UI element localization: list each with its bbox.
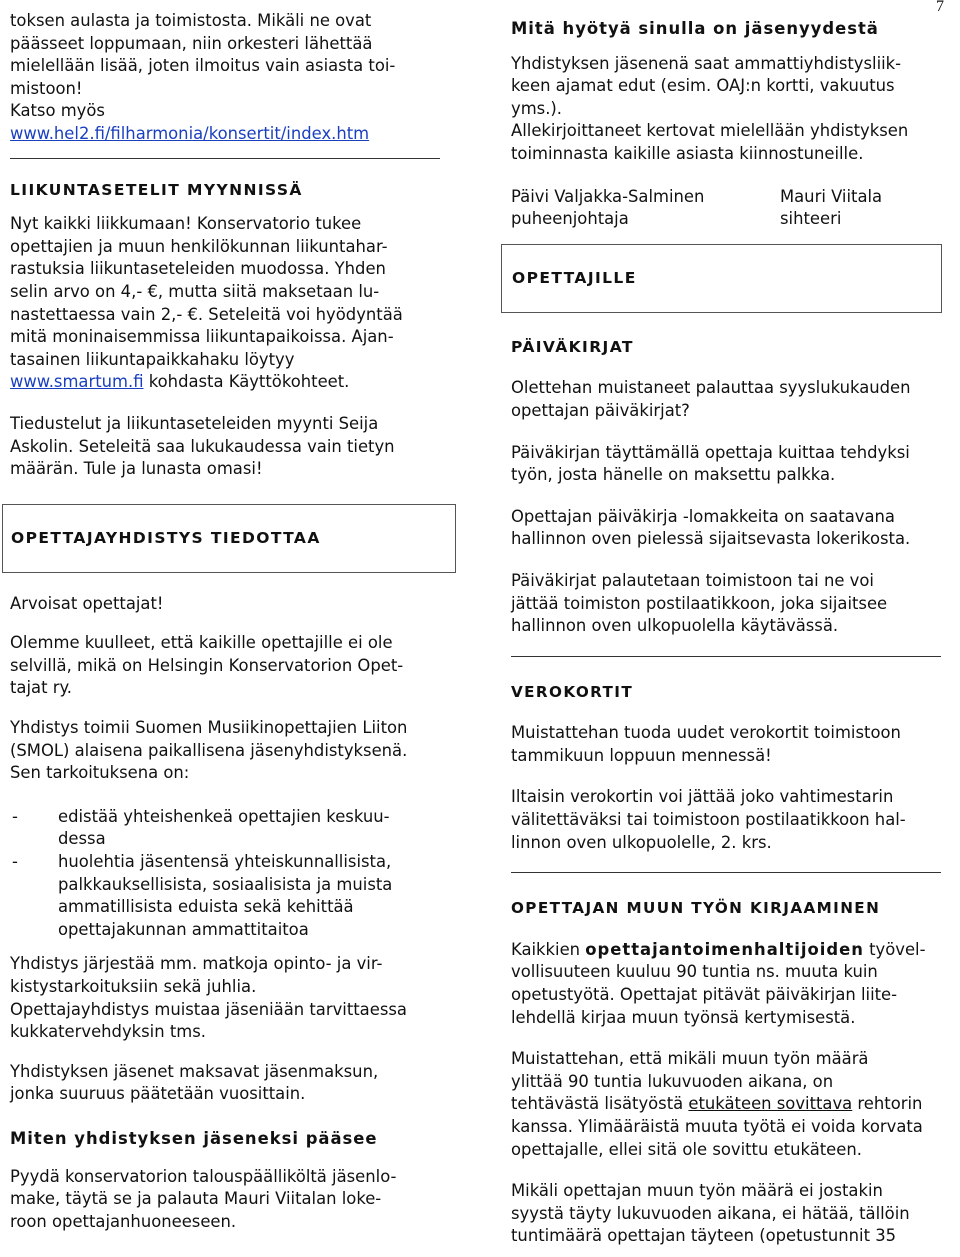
paivakirjat-heading: PÄIVÄKIRJAT — [511, 337, 634, 356]
text-line: toksen aulasta ja toimistosta. Mikäli ne ovat — [10, 11, 372, 30]
text-line: Sen tarkoituksena on: — [10, 763, 190, 783]
kaikkien-paragraph — [511, 939, 948, 1029]
text-line: tasainen liikuntapaikkahaku löytyy — [10, 349, 295, 369]
text-line: Yhdistyksen jäsenenä saat ammattiyhdistysliik- — [511, 53, 902, 73]
text-line: Olemme kuulleet, että kaikille opettajille ei ole — [10, 633, 393, 653]
tiedottaa-heading: OPETTAJAYHDISTYS TIEDOTTAA — [11, 528, 321, 547]
text-line: työn, josta hänelle on maksettu palkka. — [511, 465, 836, 485]
text-line: rastuksia liikuntaseteleiden muodossa. Yhden — [10, 259, 386, 279]
text-line: mielellään lisää, joten ilmoitus vain asiasta toi- — [10, 56, 396, 76]
signer-chair — [511, 186, 780, 231]
text-line: Yhdistyksen jäsenet maksavat jäsenmaksun, — [10, 1061, 379, 1081]
text-line: toiminnasta kaikille asiasta kiinnostuneille. — [511, 143, 864, 163]
text-fragment: rehtorin — [852, 1094, 923, 1114]
muun-tyon-heading: OPETTAJAN MUUN TYÖN KIRJAAMINEN — [511, 899, 881, 918]
text-line: kukkatervehdyksin tms. — [10, 1022, 206, 1042]
text-line: Yhdistys järjestää mm. matkoja opinto- ja vir- — [10, 954, 383, 974]
text-fragment: työvel- — [863, 939, 926, 959]
text-line: Olettehan muistaneet palauttaa syyslukukauden — [511, 378, 911, 398]
text-fragment: kohdasta Käyttökohteet. — [143, 372, 350, 392]
text-line: mistoon! — [10, 78, 83, 98]
page-number: 7 — [936, 0, 944, 15]
text-line: Muistattehan tuoda uudet verokortit toimistoon — [511, 723, 901, 743]
signer-name: Päivi Valjakka-Salminen — [511, 186, 705, 206]
text-line: kanssa. Ylimääräistä muuta työtä ei voida korvata — [511, 1117, 923, 1136]
opettajille-box — [501, 244, 942, 313]
text-line: edistää yhteishenkeä opettajien keskuu- — [58, 806, 390, 826]
intro-paragraph — [10, 10, 460, 146]
text-line: lehdellä kirjaa muun työnsä kertymisestä. — [511, 1007, 856, 1027]
tiedottaa-box — [2, 504, 456, 573]
purpose-list — [10, 806, 460, 942]
muistattehan-paragraph — [511, 1048, 948, 1161]
text-line: opettajien ja muun henkilökunnan liikuntahar- — [10, 236, 388, 256]
hyoty-heading: Mitä hyötyä sinulla on jäsenyydestä — [511, 19, 879, 38]
text-line: opettajalle, ellei sitä ole sovittu etukäteen. — [511, 1139, 862, 1159]
filharmonia-link[interactable]: www.hel2.fi/filharmonia/konsertit/index.htm — [10, 123, 370, 143]
jasenmaksu-paragraph — [10, 1061, 460, 1106]
text-line: hallinnon oven ulkopuolella käytävässä. — [511, 616, 839, 636]
signer-secretary — [780, 186, 882, 231]
text-line: dessa — [58, 829, 106, 849]
mikali-paragraph — [511, 1180, 948, 1248]
text-line: jonka suuruus päätetään vuosittain. — [10, 1084, 306, 1104]
text-line: (SMOL) alaisena paikallisena jäsenyhdistyksenä. — [10, 740, 408, 760]
text-line: linnon oven ulkopuolelle, 2. krs. — [511, 832, 772, 852]
dash-marker: - — [12, 806, 18, 826]
verokortit-p2 — [511, 786, 948, 854]
bold-term: opettajantoimenhaltijoiden — [585, 939, 864, 959]
paivakirjat-p3 — [511, 506, 948, 551]
signatures — [511, 186, 948, 231]
list-item — [10, 806, 460, 851]
text-line: opettajan päiväkirjat? — [511, 400, 690, 420]
signer-name: Mauri Viitala — [780, 186, 883, 206]
text-line: jättää toimiston postilaatikkoon, joka sijaitsee — [511, 593, 888, 613]
text-line: tajat ry. — [10, 678, 73, 698]
text-line: Iltaisin verokortin voi jättää joko vahtimestarin — [511, 787, 894, 807]
text-line: roon opettajanhuoneeseen. — [10, 1211, 237, 1231]
text-line: Katso myös — [10, 101, 105, 121]
divider — [10, 158, 440, 159]
text-line: hallinnon oven pielessä sijaitsevasta lokerikosta. — [511, 529, 911, 549]
text-line: Opettajayhdistys muistaa jäseniään tarvittaessa — [10, 999, 407, 1019]
text-line: keen ajamat edut (esim. OAJ:n kortti, vakuutus — [511, 76, 895, 96]
text-line: huolehtia jäsentensä yhteiskunnallisista, — [58, 852, 392, 872]
text-line: yms.). — [511, 98, 563, 118]
right-column — [511, 10, 948, 1248]
text-line: Allekirjoittaneet kertovat mielellään yhdistyksen — [511, 121, 909, 141]
verokortit-p1 — [511, 722, 948, 767]
text-line: päässeet loppumaan, niin orkesteri lähettää — [10, 33, 373, 53]
text-line: määrän. Tule ja lunasta omasi! — [10, 459, 263, 479]
greeting: Arvoisat opettajat! — [10, 593, 164, 613]
jarjestaa-paragraph — [10, 953, 460, 1043]
divider — [511, 656, 941, 657]
text-line: palkkauksellisista, sosiaalisista ja muista — [58, 874, 393, 894]
paivakirjat-p1 — [511, 377, 948, 422]
text-line: Tiedustelut ja liikuntaseteleiden myynti Seija — [10, 413, 379, 433]
text-line: Päiväkirjat palautetaan toimistoon tai ne voi — [511, 570, 874, 590]
smartum-link[interactable]: www.smartum.fi — [10, 372, 144, 392]
text-line: Opettajan päiväkirja -lomakkeita on saatavana — [511, 506, 895, 526]
text-line: Mikäli opettajan muun työn määrä ei jostakin — [511, 1181, 883, 1201]
text-line: syystä täyty lukuvuoden aikana, ei hätää, tällöin — [511, 1203, 910, 1223]
text-line — [511, 939, 948, 962]
text-line: ylittää 90 tuntia lukuvuoden aikana, on — [511, 1071, 834, 1091]
text-line: opettajakunnan ammattitaitoa — [58, 919, 309, 939]
yhdistys-paragraph — [10, 717, 460, 785]
text-line: kistystarkoituksiin sekä juhlia. — [10, 977, 257, 996]
text-line: Päiväkirjan täyttämällä opettaja kuittaa tehdyksi — [511, 442, 910, 462]
paivakirjat-p4 — [511, 570, 948, 638]
text-line: Pyydä konservatorion talouspäälliköltä jäsenlo- — [10, 1166, 397, 1186]
left-column — [10, 10, 460, 1233]
pyyda-paragraph — [10, 1166, 460, 1234]
text-line: vollisuuteen kuuluu 90 tuntia ns. muuta kuin — [511, 962, 878, 982]
olemme-paragraph — [10, 632, 460, 700]
text-line: selvillä, mikä on Helsingin Konservatorion Opet- — [10, 655, 404, 675]
text-line: selin arvo on 4,- €, mutta siitä maksetaan lu- — [10, 281, 380, 301]
opettajille-heading: OPETTAJILLE — [512, 268, 637, 287]
text-line: nastettaessa vain 2,- €. Seteleitä voi hyödyntää — [10, 304, 403, 324]
text-line: tammikuun loppuun mennessä! — [511, 745, 772, 765]
text-line: mitä moninaisemmissa liikuntapaikoissa. Ajan- — [10, 327, 394, 347]
paivakirjat-p2 — [511, 442, 948, 487]
text-fragment: tehtävästä lisätyöstä — [511, 1094, 689, 1114]
text-line — [511, 1093, 948, 1116]
text-line: Yhdistys toimii Suomen Musiikinopettajien Liiton — [10, 718, 408, 738]
hyoty-paragraph — [511, 53, 948, 166]
text-line: Muistattehan, että mikäli muun työn määrä — [511, 1049, 869, 1069]
divider — [511, 872, 941, 873]
list-item — [10, 851, 460, 941]
signer-role: sihteeri — [780, 209, 842, 229]
dash-marker: - — [12, 852, 18, 872]
signer-role: puheenjohtaja — [511, 209, 629, 229]
underlined-term: etukäteen sovittava — [688, 1094, 853, 1114]
jaseneksi-heading: Miten yhdistyksen jäseneksi pääsee — [10, 1128, 378, 1148]
text-line: make, täytä se ja palauta Mauri Viitalan loke- — [10, 1189, 382, 1209]
liikuntasetelit-heading: LIIKUNTASETELIT MYYNNISSÄ — [10, 180, 303, 199]
text-line: Nyt kaikki liikkumaan! Konservatorio tukee — [10, 214, 362, 234]
tiedustelut-paragraph — [10, 413, 460, 481]
text-line: ammatillisista eduista sekä kehittää — [58, 897, 354, 917]
verokortit-heading: VEROKORTIT — [511, 682, 634, 701]
text-line: välitettäväksi tai toimistoon postilaatikkoon hal- — [511, 810, 906, 830]
text-line: Askolin. Seteleitä saa lukukaudessa vain tietyn — [10, 436, 395, 456]
liikuntasetelit-paragraph — [10, 213, 460, 394]
text-fragment: Kaikkien — [511, 939, 586, 959]
text-line: tuntimäärä opettajan täyteen (opetustunnit 35 — [511, 1226, 897, 1246]
text-line: opetustyötä. Opettajat pitävät päiväkirjan liite- — [511, 985, 898, 1005]
